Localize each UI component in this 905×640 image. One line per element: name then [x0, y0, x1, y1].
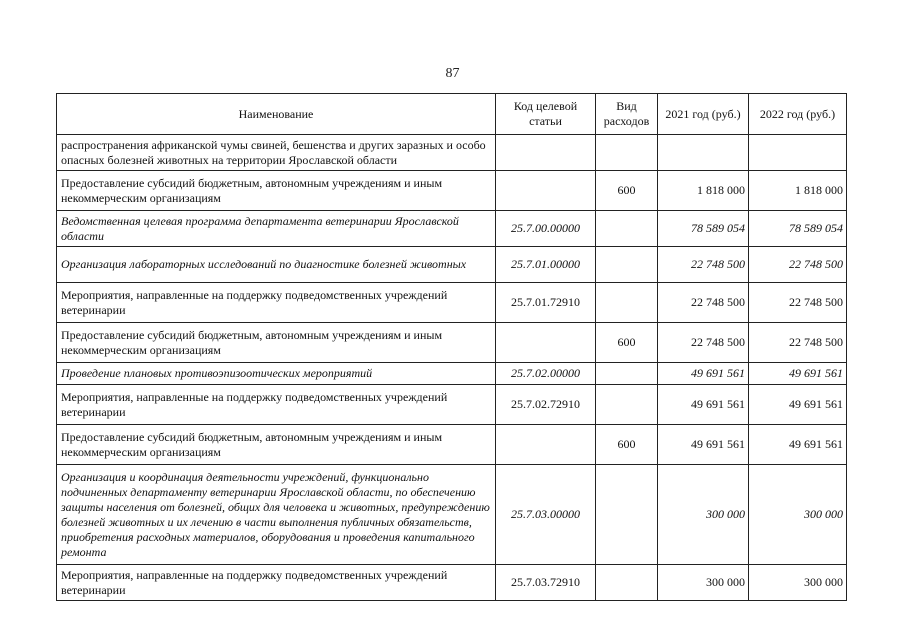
- table-row: [57, 247, 847, 283]
- row-name-cell: Организация лабораторных исследований по диагностике болезней животных: [57, 247, 496, 283]
- table-row: [57, 283, 847, 323]
- table-row: [57, 135, 847, 171]
- row-code-cell: [496, 323, 596, 363]
- row-code-cell: 25.7.03.00000: [496, 465, 596, 565]
- row-vid-cell: [596, 565, 658, 601]
- header-row: [57, 94, 847, 135]
- row-vid-cell: 600: [596, 171, 658, 211]
- row-code-cell: [496, 171, 596, 211]
- row-vid-cell: [596, 135, 658, 171]
- row-vid-cell: [596, 385, 658, 425]
- row-2021-cell: 49 691 561: [658, 385, 749, 425]
- row-2022-cell: 49 691 561: [749, 363, 847, 385]
- table-row: [57, 385, 847, 425]
- row-code-cell: 25.7.03.72910: [496, 565, 596, 601]
- row-2022-cell: [749, 135, 847, 171]
- row-vid-cell: [596, 247, 658, 283]
- row-2021-cell: 1 818 000: [658, 171, 749, 211]
- row-2021-cell: 22 748 500: [658, 247, 749, 283]
- row-name-cell: Предоставление субсидий бюджетным, автономным учреждениям и иным некоммерческим организациям: [57, 323, 496, 363]
- row-2021-cell: 49 691 561: [658, 425, 749, 465]
- row-name-cell: распространения африканской чумы свиней, бешенства и других заразных и особо опасных болезней животных на территории Ярославской области: [57, 135, 496, 171]
- row-2021-cell: 22 748 500: [658, 283, 749, 323]
- header-code: Код целевой статьи: [496, 94, 596, 135]
- row-vid-cell: [596, 283, 658, 323]
- row-2022-cell: 22 748 500: [749, 283, 847, 323]
- row-name-cell: Ведомственная целевая программа департамента ветеринарии Ярославской области: [57, 211, 496, 247]
- row-2021-cell: 22 748 500: [658, 323, 749, 363]
- row-code-cell: 25.7.02.72910: [496, 385, 596, 425]
- row-code-cell: 25.7.01.72910: [496, 283, 596, 323]
- table-row: [57, 465, 847, 565]
- row-code-cell: 25.7.01.00000: [496, 247, 596, 283]
- row-2021-cell: 78 589 054: [658, 211, 749, 247]
- row-2022-cell: 78 589 054: [749, 211, 847, 247]
- budget-table: [56, 93, 847, 601]
- header-2022: 2022 год (руб.): [749, 94, 847, 135]
- page-number: 87: [445, 66, 460, 81]
- row-2022-cell: 300 000: [749, 565, 847, 601]
- row-2022-cell: 1 818 000: [749, 171, 847, 211]
- header-2021: 2021 год (руб.): [658, 94, 749, 135]
- row-vid-cell: 600: [596, 323, 658, 363]
- table-row: [57, 363, 847, 385]
- row-name-cell: Мероприятия, направленные на поддержку подведомственных учреждений ветеринарии: [57, 385, 496, 425]
- row-code-cell: 25.7.00.00000: [496, 211, 596, 247]
- table-row: [57, 323, 847, 363]
- row-name-cell: Проведение плановых противоэпизоотических мероприятий: [57, 363, 496, 385]
- row-name-cell: Предоставление субсидий бюджетным, автономным учреждениям и иным некоммерческим организациям: [57, 425, 496, 465]
- row-vid-cell: [596, 465, 658, 565]
- row-2021-cell: 300 000: [658, 465, 749, 565]
- row-2021-cell: 49 691 561: [658, 363, 749, 385]
- row-2022-cell: 49 691 561: [749, 385, 847, 425]
- row-vid-cell: [596, 363, 658, 385]
- row-vid-cell: [596, 211, 658, 247]
- header-name: Наименование: [57, 94, 496, 135]
- row-2022-cell: 22 748 500: [749, 247, 847, 283]
- table-row: [57, 425, 847, 465]
- row-code-cell: 25.7.02.00000: [496, 363, 596, 385]
- row-vid-cell: 600: [596, 425, 658, 465]
- table-row: [57, 565, 847, 601]
- table-row: [57, 211, 847, 247]
- row-code-cell: [496, 425, 596, 465]
- row-code-cell: [496, 135, 596, 171]
- row-2022-cell: 22 748 500: [749, 323, 847, 363]
- row-name-cell: Мероприятия, направленные на поддержку подведомственных учреждений ветеринарии: [57, 565, 496, 601]
- row-2021-cell: [658, 135, 749, 171]
- row-2022-cell: 300 000: [749, 465, 847, 565]
- table-row: [57, 171, 847, 211]
- row-name-cell: Организация и координация деятельности учреждений, функционально подчиненных департаменту ветеринарии Ярославской области, по обеспечению защиты населения от болезней, общих для человека и животных, предупреждению болезней животных и их лечению в части выполнения публичных обязательств, приобретения расходных материалов, оборудования и проведения капитального ремонта: [57, 465, 496, 565]
- row-2022-cell: 49 691 561: [749, 425, 847, 465]
- row-name-cell: Мероприятия, направленные на поддержку подведомственных учреждений ветеринарии: [57, 283, 496, 323]
- header-vid: Вид расходов: [596, 94, 658, 135]
- row-2021-cell: 300 000: [658, 565, 749, 601]
- row-name-cell: Предоставление субсидий бюджетным, автономным учреждениям и иным некоммерческим организациям: [57, 171, 496, 211]
